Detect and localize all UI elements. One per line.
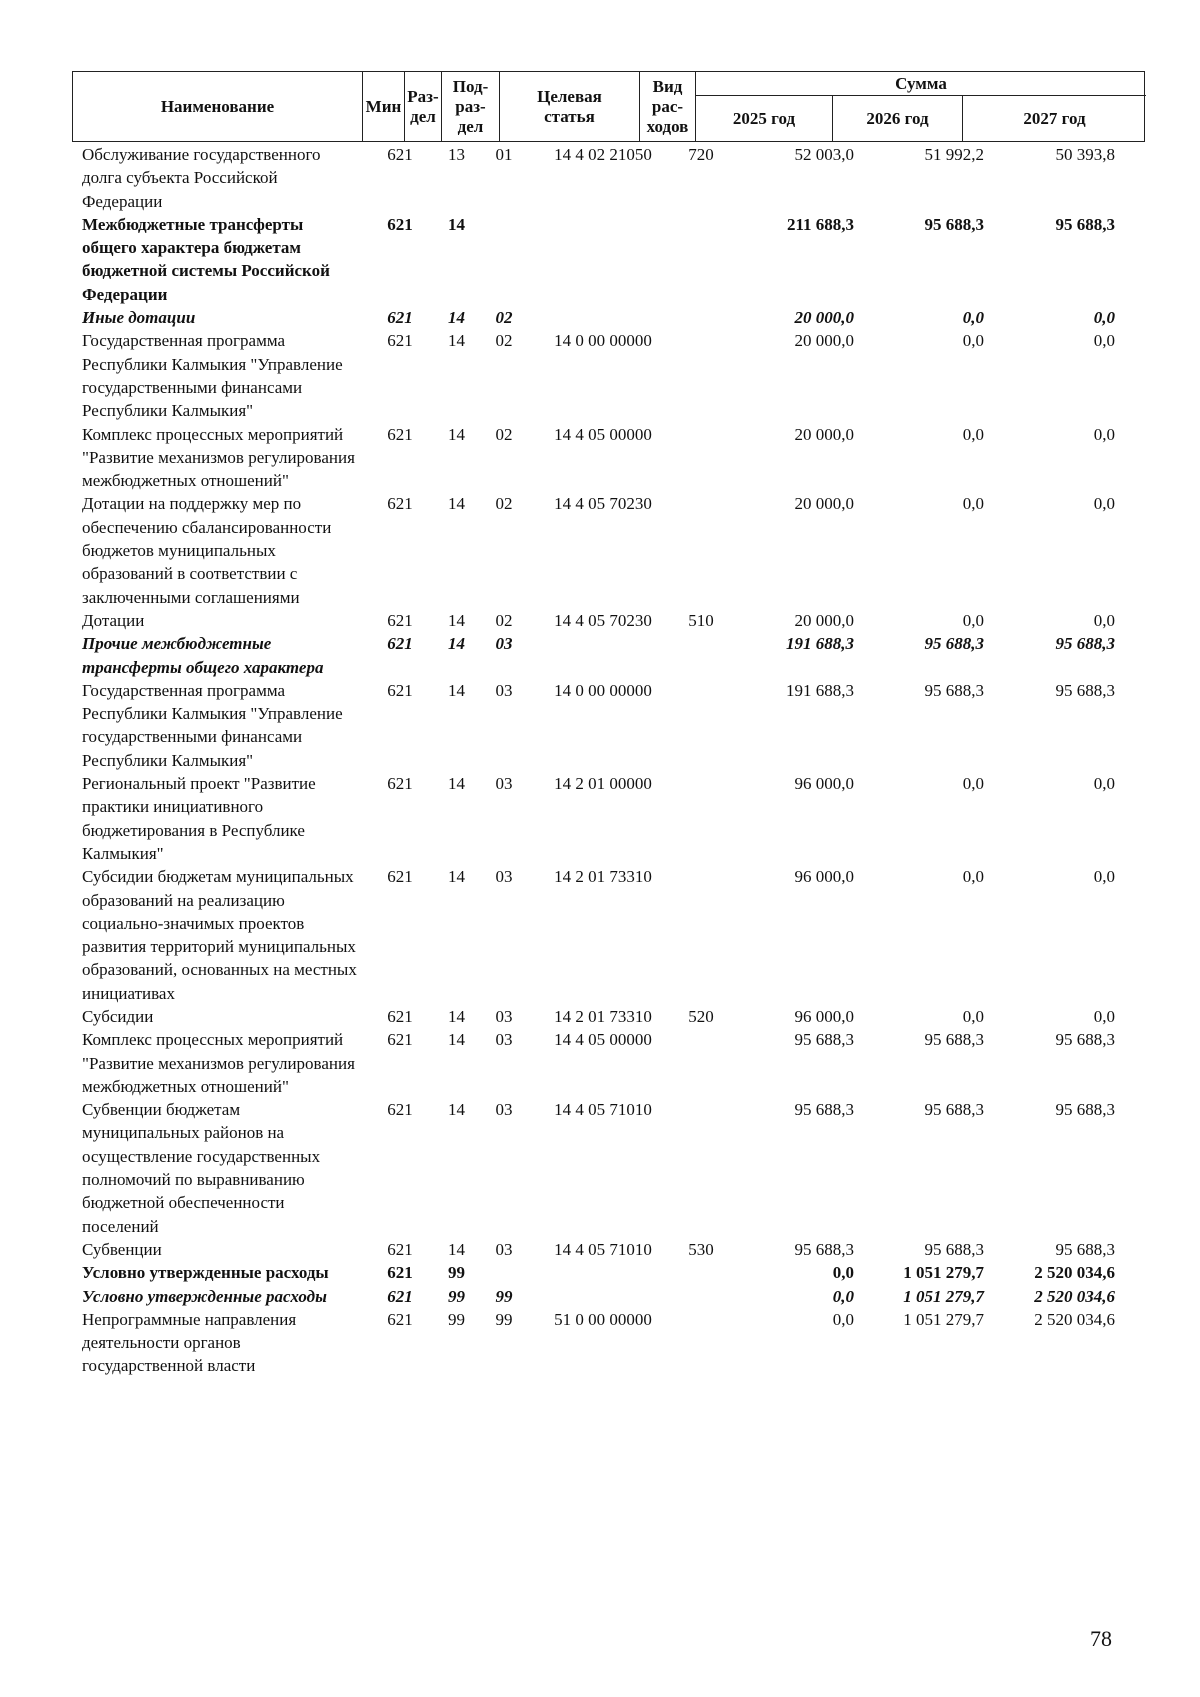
row-razdel: 14: [448, 634, 465, 654]
table-row: [72, 423, 1145, 493]
table-row: [72, 1005, 1145, 1028]
row-cs: 14 2 01 73310: [554, 1006, 652, 1026]
row-vid: [673, 865, 729, 1005]
row-y1: 20 000,0: [794, 610, 854, 630]
row-y3: 95 688,3: [1055, 1100, 1115, 1120]
row-name: Государственная программа Республики Калмыкия "Управление государственными финансами Республики Калмыкия": [82, 680, 343, 770]
row-cs: 14 4 05 00000: [554, 424, 652, 444]
row-min: 621: [387, 634, 413, 654]
row-podrazdel: 03: [495, 1030, 513, 1050]
row-y3: 2 520 034,6: [1034, 1263, 1115, 1283]
row-name: Дотации: [82, 610, 145, 630]
row-name: Государственная программа Республики Калмыкия "Управление государственными финансами Республики Калмыкия": [82, 331, 343, 421]
row-y1: 20 000,0: [794, 424, 854, 444]
row-razdel: 14: [448, 680, 465, 700]
row-name: Прочие межбюджетные трансферты общего характера: [82, 634, 324, 677]
table-row: [72, 143, 1145, 213]
row-vid: [673, 1285, 729, 1308]
table-row: [72, 1308, 1145, 1378]
row-min: 621: [387, 867, 413, 887]
row-min: 621: [387, 331, 413, 351]
header-cs-label: Целевая статья: [537, 86, 602, 126]
row-y3: 0,0: [1093, 610, 1115, 630]
row-podrazdel: 03: [495, 774, 513, 794]
row-y3: 0,0: [1093, 308, 1115, 328]
row-y2: 0,0: [962, 331, 984, 351]
row-min: 621: [387, 1006, 413, 1026]
header-sum-group: [696, 72, 1146, 141]
row-min: 621: [387, 1286, 413, 1306]
row-vid: [673, 492, 729, 608]
row-y1: 95 688,3: [794, 1239, 854, 1259]
row-name: Условно утвержденные расходы: [82, 1263, 329, 1283]
row-podrazdel: 03: [495, 1239, 513, 1259]
row-min: 621: [387, 1309, 413, 1329]
row-y2: 95 688,3: [924, 1030, 984, 1050]
row-y1: 211 688,3: [786, 214, 854, 234]
row-razdel: 99: [448, 1286, 465, 1306]
row-name: Субвенции: [82, 1239, 162, 1259]
row-y3: 0,0: [1093, 1006, 1115, 1026]
row-y1: 95 688,3: [794, 1100, 854, 1120]
row-razdel: 14: [448, 494, 465, 514]
row-min: 621: [387, 610, 413, 630]
row-cs: 14 4 02 21050: [554, 145, 652, 164]
row-vid: 520: [688, 1006, 714, 1026]
row-cs: 14 4 05 71010: [554, 1100, 652, 1120]
row-y2: 95 688,3: [924, 680, 984, 700]
header-y1: [696, 96, 833, 141]
table-row: [72, 1261, 1145, 1284]
row-y2: 95 688,3: [924, 634, 984, 654]
row-y1: 0,0: [832, 1263, 854, 1283]
header-y2-label: 2026 год: [866, 108, 929, 128]
row-podrazdel: 99: [495, 1286, 513, 1306]
row-podrazdel: 02: [495, 308, 513, 328]
row-vid: [673, 772, 729, 865]
row-name: Условно утвержденные расходы: [82, 1286, 327, 1306]
row-cs: 14 4 05 70230: [554, 610, 652, 630]
row-y1: 0,0: [832, 1309, 854, 1329]
table-row: [72, 632, 1145, 679]
row-razdel: 14: [448, 214, 465, 234]
header-sum: [696, 72, 1146, 96]
header-y3: [963, 96, 1146, 141]
row-vid: [673, 1308, 729, 1378]
row-y2: 95 688,3: [924, 214, 984, 234]
header-name: [73, 72, 363, 141]
row-cs: [533, 213, 673, 306]
row-vid: [673, 423, 729, 493]
row-podrazdel: 03: [495, 680, 513, 700]
row-y1: 52 003,0: [794, 145, 854, 164]
row-y1: 20 000,0: [794, 494, 854, 514]
row-y3: 50 393,8: [1055, 145, 1115, 164]
row-y1: 95 688,3: [794, 1030, 854, 1050]
table-header: [72, 71, 1145, 142]
table-row: [72, 1238, 1145, 1261]
row-y3: 0,0: [1093, 494, 1115, 514]
row-y3: 95 688,3: [1055, 634, 1115, 654]
row-razdel: 14: [448, 610, 465, 630]
row-razdel: 99: [448, 1263, 465, 1283]
row-y2: 0,0: [962, 774, 984, 794]
row-podrazdel: 02: [495, 424, 513, 444]
header-vid-label: Вид рас- ходов: [646, 76, 689, 136]
table-row: [72, 329, 1145, 422]
table-row: [72, 1285, 1145, 1308]
row-razdel: 14: [448, 308, 465, 328]
row-razdel: 14: [448, 867, 465, 887]
row-razdel: 14: [448, 1100, 465, 1120]
row-cs: [533, 1285, 673, 1308]
row-min: 621: [387, 680, 413, 700]
row-cs: 14 0 00 00000: [554, 331, 652, 351]
row-min: 621: [387, 424, 413, 444]
table-body: [72, 143, 1145, 1378]
table-row: [72, 609, 1145, 632]
row-min: 621: [387, 774, 413, 794]
row-y2: 0,0: [962, 867, 984, 887]
row-podrazdel: 02: [495, 610, 513, 630]
row-name: Межбюджетные трансферты общего характера бюджетам бюджетной системы Российской Федерации: [82, 214, 330, 304]
row-name: Субвенции бюджетам муниципальных районов на осуществление государственных полномочий по выравниванию бюджетной обеспеченности поселений: [82, 1100, 321, 1236]
row-vid: [673, 306, 729, 329]
header-vid: [640, 72, 696, 141]
row-name: Непрограммные направления деятельности органов государственной власти: [82, 1309, 297, 1376]
table-row: [72, 492, 1145, 608]
row-razdel: 14: [448, 1239, 465, 1259]
table-row: [72, 865, 1145, 1005]
row-y3: 95 688,3: [1055, 1239, 1115, 1259]
table-row: [72, 679, 1145, 772]
row-razdel: 99: [448, 1309, 465, 1329]
row-name: Комплекс процессных мероприятий "Развитие механизмов регулирования межбюджетных отношений": [82, 1030, 355, 1096]
row-name: Дотации на поддержку мер по обеспечению сбалансированности бюджетов муниципальных образований в соответствии с заключенными соглашениями: [82, 494, 332, 607]
row-vid: [673, 329, 729, 422]
row-vid: [673, 632, 729, 679]
row-y3: 0,0: [1093, 424, 1115, 444]
row-y2: 1 051 279,7: [903, 1263, 984, 1283]
header-name-label: Наименование: [160, 96, 275, 116]
row-min: 621: [387, 1263, 413, 1283]
row-podrazdel: [475, 213, 533, 306]
row-razdel: 14: [448, 1030, 465, 1050]
row-min: 621: [387, 214, 413, 234]
header-podrazdel: [442, 72, 500, 141]
row-cs: [533, 632, 673, 679]
header-sum-label: Сумма: [895, 73, 947, 93]
row-vid: 720: [688, 145, 714, 164]
row-min: 621: [387, 1239, 413, 1259]
row-cs: [533, 306, 673, 329]
row-podrazdel: 03: [495, 634, 513, 654]
row-y2: 0,0: [962, 1006, 984, 1026]
row-name: Субсидии: [82, 1006, 154, 1026]
row-y2: 0,0: [962, 610, 984, 630]
row-cs: 14 2 01 00000: [554, 774, 652, 794]
row-cs: 14 2 01 73310: [554, 867, 652, 887]
row-vid: 510: [688, 610, 714, 630]
row-vid: [673, 1098, 729, 1238]
row-y1: 96 000,0: [794, 867, 854, 887]
row-vid: [673, 213, 729, 306]
row-y3: 0,0: [1093, 331, 1115, 351]
row-podrazdel: 99: [495, 1309, 513, 1329]
row-vid: [673, 1261, 729, 1284]
row-cs: 14 0 00 00000: [554, 680, 652, 700]
row-y1: 191 688,3: [786, 634, 854, 654]
row-y2: 95 688,3: [924, 1239, 984, 1259]
row-y2: 0,0: [962, 424, 984, 444]
row-y3: 95 688,3: [1055, 214, 1115, 234]
table-row: [72, 306, 1145, 329]
header-y3-label: 2027 год: [1023, 108, 1086, 128]
table-row: [72, 213, 1145, 306]
row-podrazdel: 02: [495, 494, 513, 514]
row-y3: 95 688,3: [1055, 680, 1115, 700]
row-podrazdel: 03: [495, 1100, 513, 1120]
row-y3: 2 520 034,6: [1034, 1309, 1115, 1329]
row-razdel: 14: [448, 331, 465, 351]
row-cs: [533, 1261, 673, 1284]
row-y1: 20 000,0: [794, 308, 854, 328]
row-podrazdel: 01: [495, 145, 513, 164]
row-y3: 0,0: [1093, 774, 1115, 794]
row-razdel: 14: [448, 1006, 465, 1026]
row-cs: 14 4 05 00000: [554, 1030, 652, 1050]
row-y3: 95 688,3: [1055, 1030, 1115, 1050]
header-y1-label: 2025 год: [732, 108, 796, 128]
row-razdel: 14: [448, 774, 465, 794]
row-name: Региональный проект "Развитие практики инициативного бюджетирования в Республике Калмыкия": [82, 774, 316, 863]
row-podrazdel: 03: [495, 1006, 513, 1026]
row-y2: 1 051 279,7: [903, 1286, 984, 1306]
row-y1: 0,0: [832, 1286, 854, 1306]
row-podrazdel: [475, 1261, 533, 1284]
row-y1: 96 000,0: [794, 774, 854, 794]
row-cs: 14 4 05 71010: [554, 1239, 652, 1259]
row-cs: 51 0 00 00000: [554, 1309, 652, 1329]
row-min: 621: [387, 145, 413, 164]
row-vid: [673, 679, 729, 772]
row-min: 621: [387, 1100, 413, 1120]
row-razdel: 14: [448, 424, 465, 444]
row-min: 621: [387, 308, 413, 328]
row-y2: 1 051 279,7: [903, 1309, 984, 1329]
row-podrazdel: 03: [495, 867, 513, 887]
row-razdel: 13: [448, 145, 465, 164]
row-y2: 0,0: [962, 494, 984, 514]
row-vid: 530: [688, 1239, 714, 1259]
row-name: Субсидии бюджетам муниципальных образований на реализацию социально-значимых проектов развития территорий муниципальных образований, основанных на местных инициативах: [82, 867, 357, 1003]
row-min: 621: [387, 1030, 413, 1050]
row-y2: 95 688,3: [924, 1100, 984, 1120]
row-y1: 20 000,0: [794, 331, 854, 351]
row-y3: 2 520 034,6: [1034, 1286, 1115, 1306]
row-vid: [673, 1028, 729, 1098]
row-min: 621: [387, 494, 413, 514]
row-name: Иные дотации: [82, 308, 196, 328]
header-podrazdel-label: Под- раз- дел: [452, 76, 489, 136]
table-row: [72, 1028, 1145, 1098]
row-name: Обслуживание государственного долга субъекта Российской Федерации: [82, 145, 321, 211]
row-podrazdel: 02: [495, 331, 513, 351]
row-y2: 51 992,2: [924, 145, 984, 164]
header-y2: [833, 96, 963, 141]
table-row: [72, 772, 1145, 865]
table-row: [72, 1098, 1145, 1238]
row-cs: 14 4 05 70230: [554, 494, 652, 514]
row-y3: 0,0: [1093, 867, 1115, 887]
row-name: Комплекс процессных мероприятий "Развитие механизмов регулирования межбюджетных отношений": [82, 424, 355, 491]
row-y1: 191 688,3: [786, 680, 854, 700]
header-cs: [500, 72, 640, 141]
header-razdel: [405, 72, 442, 141]
row-y1: 96 000,0: [794, 1006, 854, 1026]
row-y2: 0,0: [962, 308, 984, 328]
page-number: 78: [1090, 1626, 1112, 1651]
header-min-label: Мин: [365, 96, 402, 116]
header-min: [363, 72, 405, 141]
header-razdel-label: Раз- дел: [407, 86, 439, 126]
